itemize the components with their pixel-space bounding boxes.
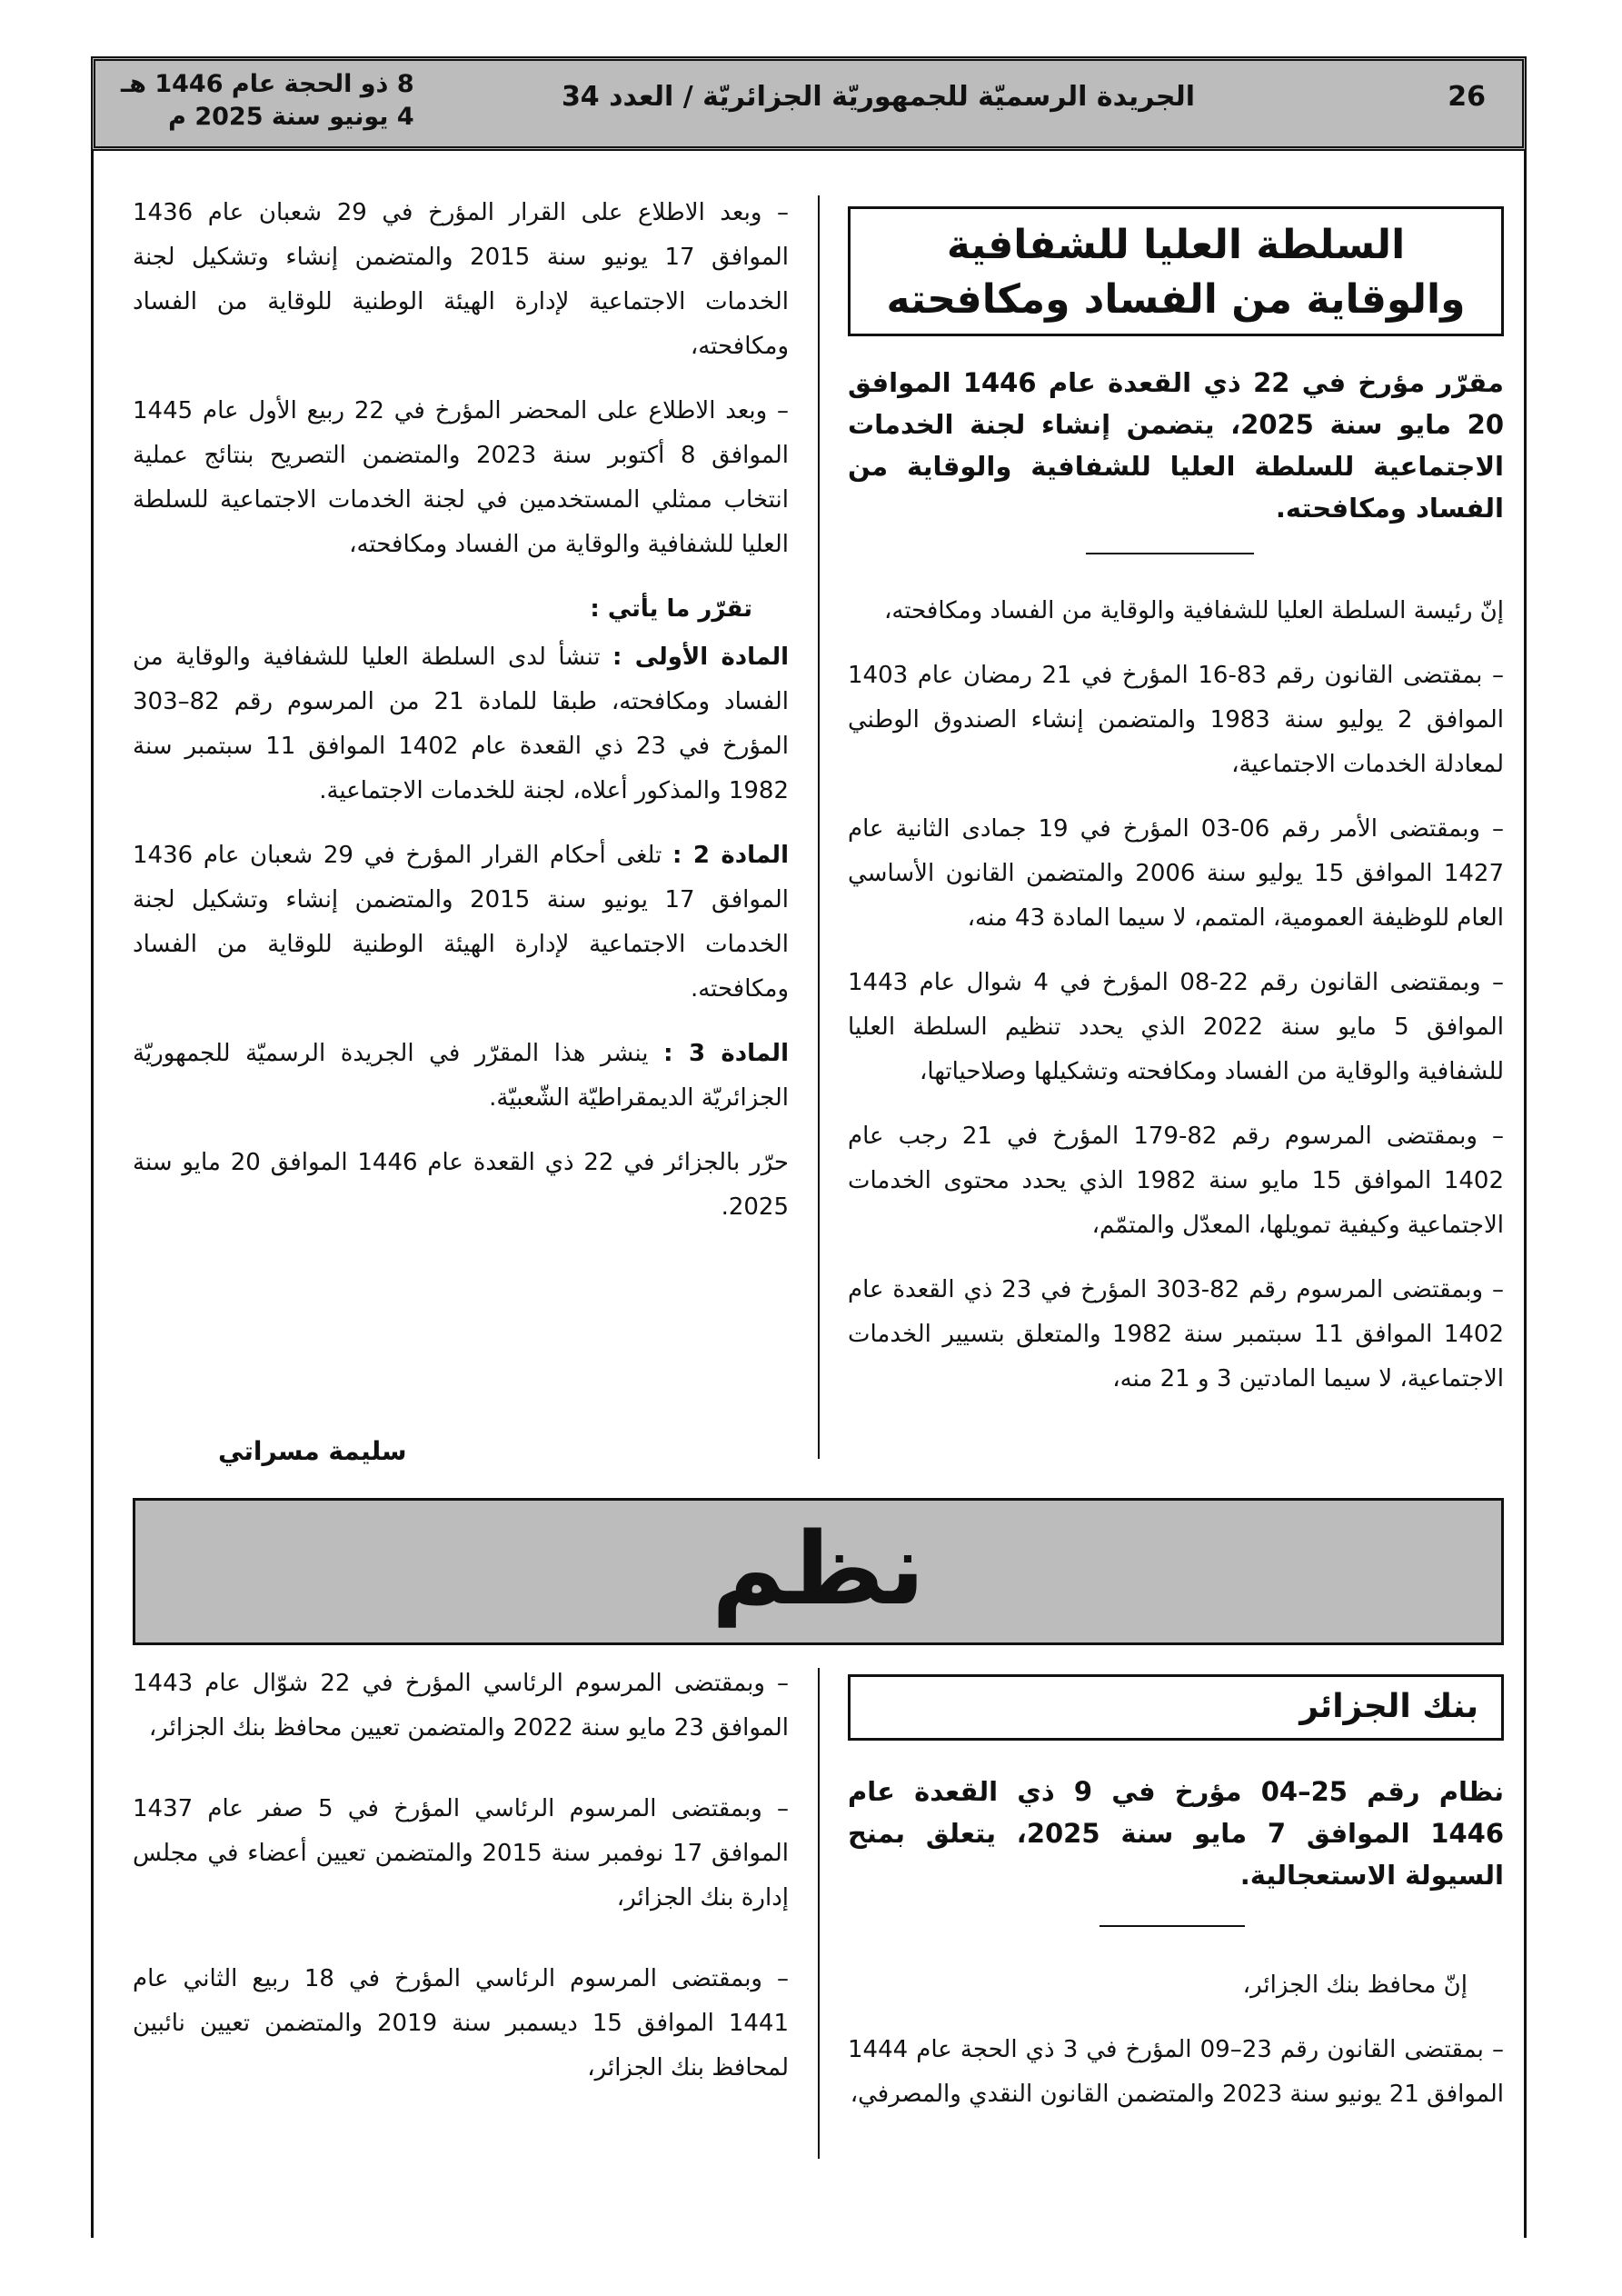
paragraph: – وبمقتضى الأمر رقم 06-03 المؤرخ في 19 جمادى الثانية عام 1427 الموافق 15 يوليو سنة 2006 والمتضمن القانون الأساسي العام للوظيفة العمومية، المتمم، لا سيما المادة 43 منه، bbox=[848, 815, 1504, 932]
decides-heading: تقرّر ما يأتي : bbox=[590, 595, 752, 623]
paragraph: – بمقتضى القانون رقم 23–09 المؤرخ في 3 ذي الحجة عام 1444 الموافق 21 يونيو سنة 2023 والمتضمن القانون النقدي والمصرفي، bbox=[848, 2036, 1505, 2108]
article bbox=[133, 1032, 789, 1121]
paragraph: – وبعد الاطلاع على المحضر المؤرخ في 22 ربيع الأول عام 1445 الموافق 8 أكتوبر سنة 2023 والمتضمن التصريح بنتائج عملية انتخاب ممثلي المستخدمين في لجنة الخدمات الاجتماعية للسلطة العليا للشفافية والوقاية من الفساد ومكافحته، bbox=[133, 397, 790, 558]
institution-title: بنك الجزائر bbox=[848, 1674, 1504, 1741]
date-gregorian: 4 يونيو سنة 2025 م bbox=[168, 103, 414, 131]
article bbox=[133, 834, 789, 1012]
regulation-heading: نظام رقم 25–04 مؤرخ في 9 ذي القعدة عام 1446 الموافق 7 مايو سنة 2025، يتعلق بمنح السيولة الاستعجالية. bbox=[848, 1776, 1504, 1891]
authority-title-line: السلطة العليا للشفافية bbox=[946, 222, 1406, 268]
page-header bbox=[91, 56, 1527, 151]
paragraph: – وبمقتضى المرسوم الرئاسي المؤرخ في 18 ربيع الثاني عام 1441 الموافق 15 ديسمبر سنة 2019 والمتضمن تعيين نائبين لمحافظ بنك الجزائر، bbox=[133, 1965, 789, 2081]
divider bbox=[1086, 553, 1254, 554]
article-label: المادة 2 : bbox=[672, 842, 789, 869]
paragraph: – وبمقتضى القانون رقم 22-08 المؤرخ في 4 شوال عام 1443 الموافق 5 مايو سنة 2022 الذي يحدد تنظيم السلطة العليا للشفافية والوقاية من الفساد ومكافحته وتشكيلها وصلاحياتها، bbox=[848, 969, 1504, 1085]
paragraph: إنّ محافظ بنك الجزائر، bbox=[1242, 1972, 1468, 1999]
divider bbox=[1100, 1925, 1245, 1927]
paragraph: – وبعد الاطلاع على القرار المؤرخ في 29 شعبان عام 1436 الموافق 17 يونيو سنة 2015 والمتضمن إنشاء وتشكيل لجنة الخدمات الاجتماعية لإدارة الهيئة الوطنية للوقاية من الفساد ومكافحته، bbox=[133, 199, 789, 360]
page-number: 26 bbox=[1448, 81, 1486, 113]
authority-title-line: والوقاية من الفساد ومكافحته bbox=[886, 276, 1466, 323]
authority-title-box bbox=[848, 206, 1504, 336]
right-column bbox=[848, 589, 1504, 1422]
left-column bbox=[133, 191, 789, 1250]
paragraph: – وبمقتضى المرسوم الرئاسي المؤرخ في 5 صفر عام 1437 الموافق 17 نوفمبر سنة 2015 والمتضمن تعيين أعضاء في مجلس إدارة بنك الجزائر، bbox=[133, 1795, 790, 1912]
article-label: المادة الأولى : bbox=[612, 644, 790, 671]
article bbox=[133, 635, 789, 814]
paragraph: – وبمقتضى المرسوم رقم 82-179 المؤرخ في 21 رجب عام 1402 الموافق 15 مايو سنة 1982 الذي يحدد محتوى الخدمات الاجتماعية وكيفية تمويلها، المعدّل والمتمّم، bbox=[848, 1123, 1505, 1239]
section-banner: نظم bbox=[133, 1498, 1504, 1645]
done-at: حرّر بالجزائر في 22 ذي القعدة عام 1446 الموافق 20 مايو سنة 2025. bbox=[133, 1149, 790, 1221]
paragraph: – وبمقتضى المرسوم الرئاسي المؤرخ في 22 شوّال عام 1443 الموافق 23 مايو سنة 2022 والمتضمن تعيين محافظ بنك الجزائر، bbox=[133, 1670, 789, 1742]
left-column-bottom bbox=[133, 1662, 789, 2111]
article-text: ينشر هذا المقرّر في الجريدة الرسميّة للجمهوريّة الجزائريّة الديمقراطيّة الشّعبيّة. bbox=[133, 1040, 789, 1112]
paragraph: – وبمقتضى المرسوم رقم 82-303 المؤرخ في 23 ذي القعدة عام 1402 الموافق 11 سبتمبر سنة 1982 والمتعلق بتسيير الخدمات الاجتماعية، لا سيما المادتين 3 و 21 منه، bbox=[848, 1276, 1504, 1393]
paragraph: إنّ رئيسة السلطة العليا للشفافية والوقاية من الفساد ومكافحته، bbox=[883, 597, 1504, 624]
decision-heading: مقرّر مؤرخ في 22 ذي القعدة عام 1446 الموافق 20 مايو سنة 2025، يتضمن إنشاء لجنة الخدمات الاجتماعية للسلطة العليا للشفافية والوقاية من الفساد ومكافحته. bbox=[848, 367, 1504, 524]
column-separator bbox=[818, 195, 820, 1459]
paragraph: – بمقتضى القانون رقم 83-16 المؤرخ في 21 رمضان عام 1403 الموافق 2 يوليو سنة 1983 والمتضمن إنشاء الصندوق الوطني لمعادلة الخدمات الاجتماعية، bbox=[848, 662, 1504, 778]
signature: سليمة مسراتي bbox=[218, 1436, 407, 1466]
journal-title: الجريدة الرسميّة للجمهوريّة الجزائريّة / العدد 34 bbox=[561, 81, 1195, 113]
article-text: تنشأ لدى السلطة العليا للشفافية والوقاية من الفساد ومكافحته، طبقا للمادة 21 من المرسوم رقم 82–303 المؤرخ في 23 ذي القعدة عام 1402 الموافق 11 سبتمبر سنة 1982 والمذكور أعلاه، لجنة للخدمات الاجتماعية. bbox=[133, 644, 790, 804]
issue-date bbox=[121, 68, 414, 134]
column-separator bbox=[818, 1668, 820, 2159]
date-hijri: 8 ذو الحجة عام 1446 هـ bbox=[121, 70, 414, 98]
right-column-bottom bbox=[848, 1963, 1504, 2137]
article-text: تلغى أحكام القرار المؤرخ في 29 شعبان عام 1436 الموافق 17 يونيو سنة 2015 والمتضمن إنشاء وتشكيل لجنة الخدمات الاجتماعية لإدارة الهيئة الوطنية للوقاية من الفساد ومكافحته. bbox=[133, 842, 789, 1003]
article-label: المادة 3 : bbox=[663, 1040, 789, 1067]
